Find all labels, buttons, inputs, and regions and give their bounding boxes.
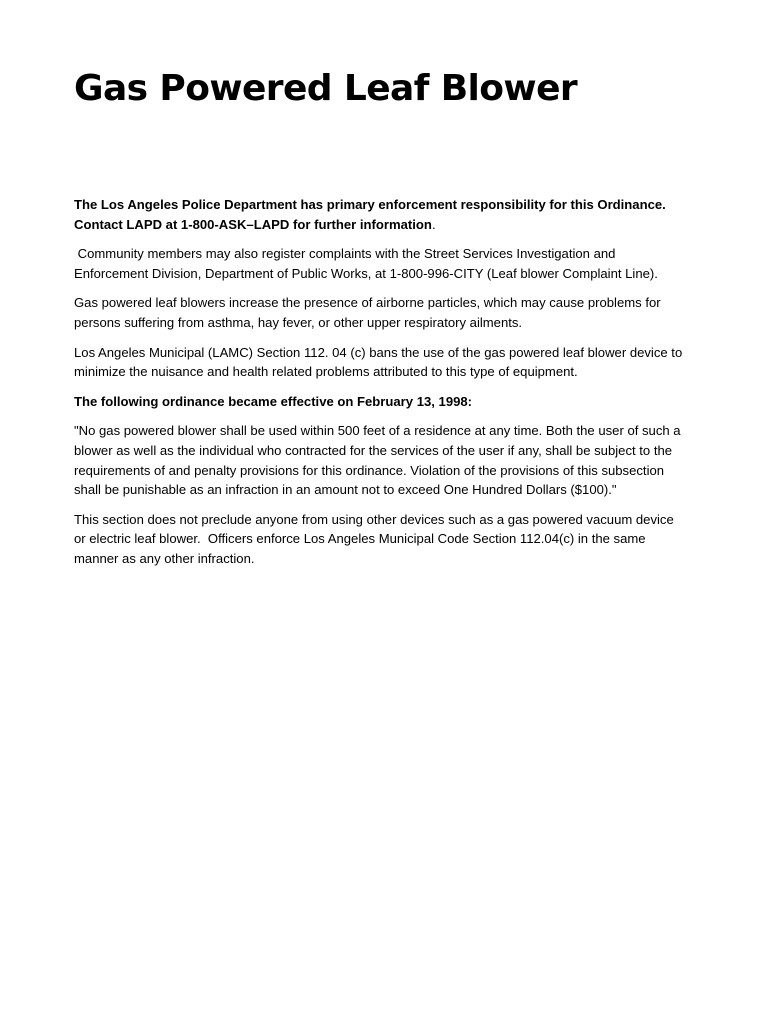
enforcement-paragraph bbox=[74, 195, 704, 234]
enforcement-line-1: The Los Angeles Police Department has primary enforcement responsibility for this Ordinance. bbox=[74, 197, 666, 212]
ordinance-line-2: blower as well as the individual who contracted for the services of the user if any, shall be subject to the bbox=[74, 442, 673, 458]
closing-line-3: manner as any other infraction. bbox=[74, 550, 255, 566]
lapd-contact-text: Contact LAPD at 1-800-ASK–LAPD for further information bbox=[74, 216, 432, 232]
effective-date-heading: The following ordinance became effective on February 13, 1998: bbox=[74, 393, 473, 409]
lamc-section-paragraph bbox=[74, 343, 704, 382]
closing-line-1: This section does not preclude anyone from using other devices such as a gas powered vacuum device bbox=[74, 511, 674, 527]
document-body bbox=[74, 195, 704, 579]
closing-line-2: or electric leaf blower. Officers enforce Los Angeles Municipal Code Section 112.04(c) in the same bbox=[74, 531, 646, 547]
closing-paragraph bbox=[74, 510, 704, 569]
lamc-line-2: minimize the nuisance and health related problems attributed to this type of equipment. bbox=[74, 364, 578, 380]
community-complaints-paragraph bbox=[74, 244, 704, 283]
ordinance-line-4: shall be punishable as an infraction in an amount not to exceed One Hundred Dollars ($100)." bbox=[74, 482, 617, 498]
health-line-1: Gas powered leaf blowers increase the presence of airborne particles, which may cause problems for bbox=[74, 295, 661, 311]
enforcement-line-2 bbox=[74, 215, 704, 235]
page-title: Gas Powered Leaf Blower bbox=[74, 68, 578, 109]
lapd-contact-period: . bbox=[431, 216, 436, 232]
ordinance-line-1: "No gas powered blower shall be used within 500 feet of a residence at any time. Both the user of such a bbox=[74, 423, 681, 439]
ordinance-quote-paragraph bbox=[74, 421, 704, 499]
community-line-2: Enforcement Division, Department of Public Works, at 1-800-996-CITY (Leaf blower Complaint Line). bbox=[74, 265, 658, 281]
lamc-line-1: Los Angeles Municipal (LAMC) Section 112. 04 (c) bans the use of the gas powered leaf blower device to bbox=[74, 344, 683, 360]
health-line-2: persons suffering from asthma, hay fever, or other upper respiratory ailments. bbox=[74, 314, 523, 330]
community-line-1: Community members may also register complaints with the Street Services Investigation and bbox=[74, 246, 616, 262]
ordinance-line-3: requirements of and penalty provisions for this ordinance. Violation of the provisions of this subsection bbox=[74, 462, 665, 478]
health-effects-paragraph bbox=[74, 293, 704, 332]
